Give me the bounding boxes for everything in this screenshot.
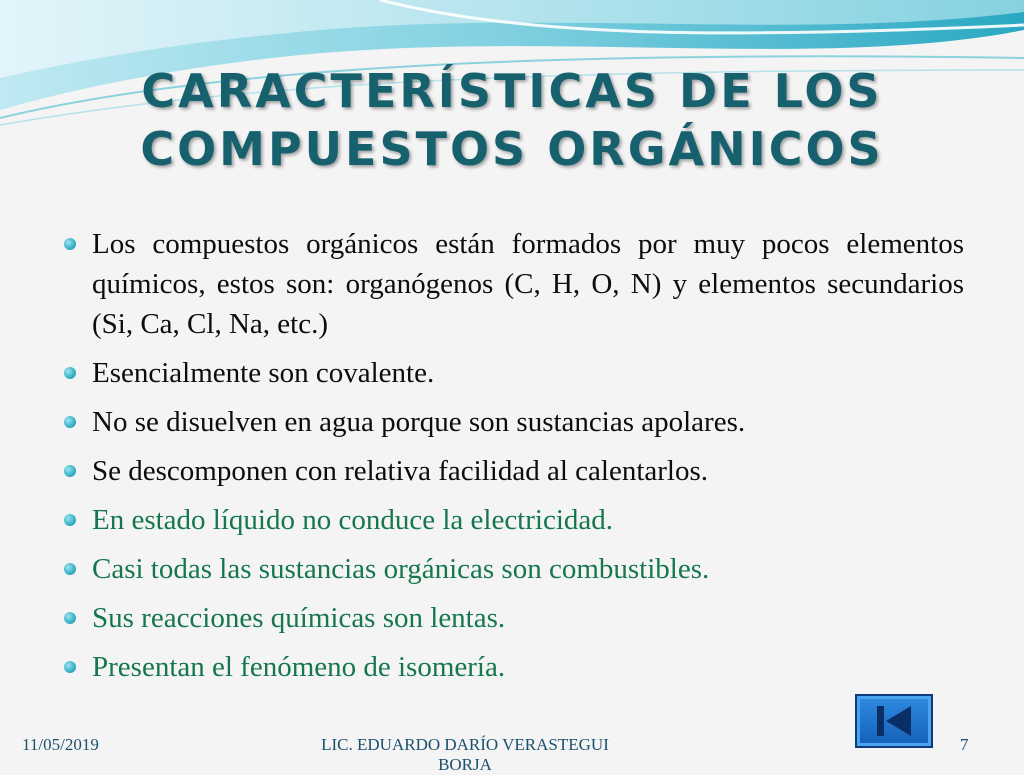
bullet-item: Casi todas las sustancias orgánicas son combustibles. [62,549,964,589]
first-slide-icon [875,704,913,738]
first-slide-button[interactable] [855,694,933,748]
slide-title [0,62,1024,178]
footer-page-number: 7 [960,735,969,754]
bullet-dot-icon [64,563,76,575]
bullet-dot-icon [64,367,76,379]
bullet-dot-icon [64,238,76,250]
bullet-dot-icon [64,514,76,526]
footer-date: 11/05/2019 [22,735,99,754]
bullet-dot-icon [64,612,76,624]
slide-title-line2: COMPUESTOS ORGÁNICOS [140,122,884,176]
bullet-item: Esencialmente son covalente. [62,353,964,393]
bullet-item: No se disuelven en agua porque son sustancias apolares. [62,402,964,442]
footer-author: LIC. EDUARDO DARÍO VERASTEGUI BORJA [321,735,609,774]
bullet-item: Presentan el fenómeno de isomería. [62,647,964,687]
slide-title-line1: CARACTERÍSTICAS DE LOS [141,64,883,118]
bullet-item: Se descomponen con relativa facilidad al calentarlos. [62,451,964,491]
bullet-dot-icon [64,416,76,428]
bullet-item: Sus reacciones químicas son lentas. [62,598,964,638]
bullet-item: Los compuestos orgánicos están formados por muy pocos elementos químicos, estos son: organógenos (C, H, O, N) y elementos secundarios (Si, Ca, Cl, Na, etc.) [62,224,964,344]
bullet-dot-icon [64,465,76,477]
bullet-dot-icon [64,661,76,673]
bullet-item: En estado líquido no conduce la electricidad. [62,500,964,540]
bullet-list [62,224,964,696]
